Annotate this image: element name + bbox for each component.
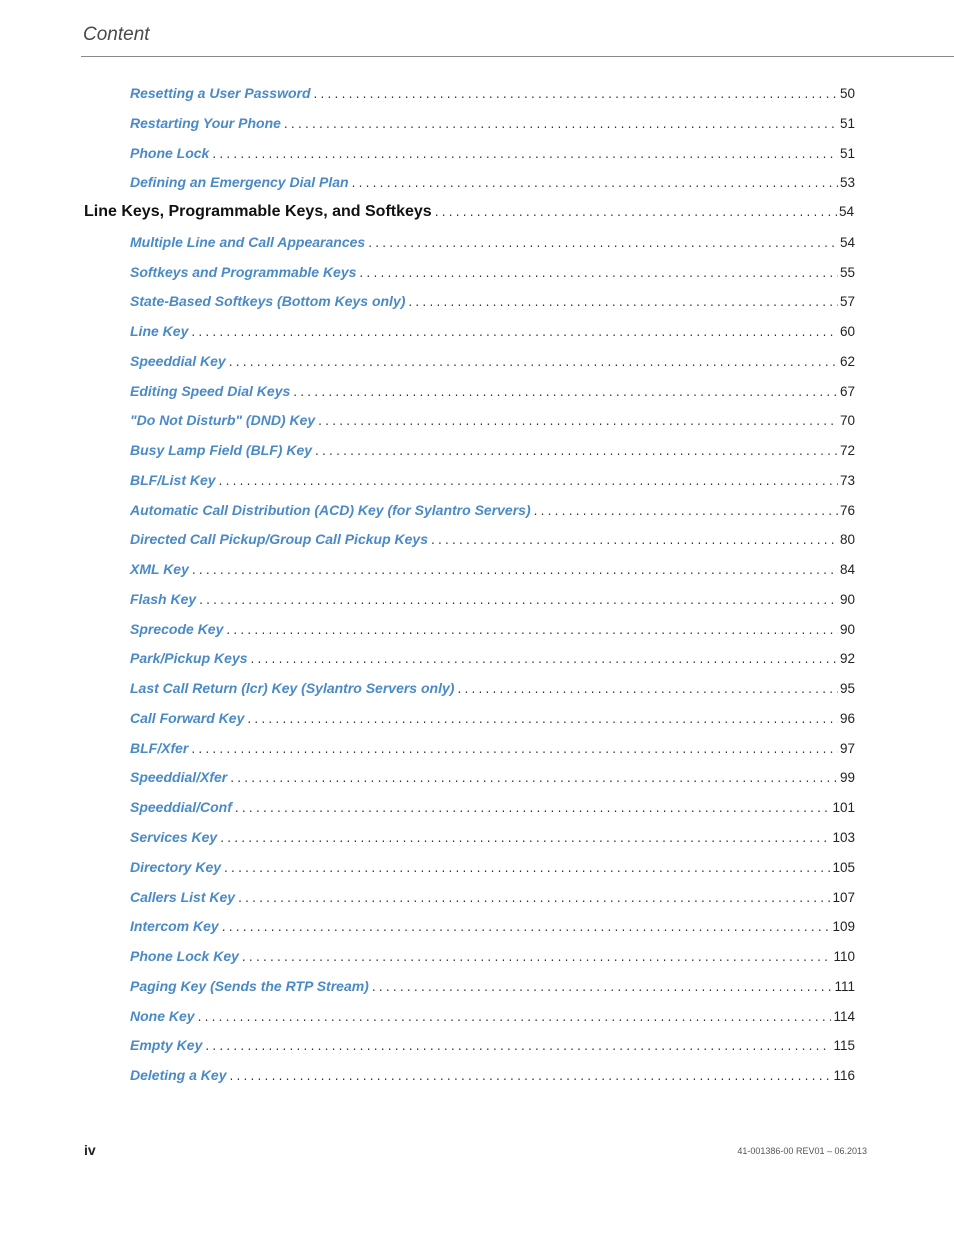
toc-entry[interactable] — [130, 618, 855, 640]
toc-entry[interactable] — [130, 290, 855, 312]
toc-entry-title[interactable]: State-Based Softkeys (Bottom Keys only) — [130, 293, 406, 310]
toc-entry-title[interactable]: Empty Key — [130, 1037, 203, 1054]
toc-entry[interactable] — [130, 1034, 855, 1056]
toc-entry[interactable] — [130, 796, 855, 818]
toc-entry-title[interactable]: Call Forward Key — [130, 709, 245, 726]
toc-dot-leader — [352, 172, 838, 194]
page-header-title: Content — [83, 24, 150, 45]
toc-entry-title[interactable]: Softkeys and Programmable Keys — [130, 263, 357, 280]
toc-entry[interactable] — [130, 320, 855, 342]
toc-page-number: 55 — [839, 264, 855, 280]
toc-page-number: 116 — [833, 1068, 855, 1084]
toc-entry-title[interactable]: Speeddial Key — [130, 352, 226, 369]
toc-entry[interactable] — [130, 558, 855, 580]
toc-dot-leader — [534, 500, 838, 522]
toc-entry-title[interactable]: Busy Lamp Field (BLF) Key — [130, 442, 313, 459]
toc-dot-leader — [205, 1035, 831, 1057]
toc-page-number: 101 — [832, 800, 855, 816]
toc-entry-title[interactable]: Intercom Key — [130, 918, 219, 935]
toc-dot-leader — [314, 83, 838, 105]
toc-entry-title[interactable]: Directed Call Pickup/Group Call Pickup Keys — [130, 531, 428, 548]
toc-page-number: 110 — [833, 949, 855, 965]
toc-page-number: 50 — [839, 86, 855, 101]
toc-entry[interactable] — [130, 112, 855, 134]
toc-page-number: 57 — [839, 294, 855, 310]
toc-dot-leader — [230, 767, 838, 789]
toc-entry-title[interactable]: None Key — [130, 1007, 195, 1024]
toc-dot-leader — [212, 143, 838, 165]
toc-entry-title[interactable]: Speeddial/Conf — [130, 799, 232, 816]
toc-page-number: 54 — [839, 234, 855, 250]
toc-page-number: 60 — [839, 324, 855, 340]
toc-entry-title[interactable]: Sprecode Key — [130, 620, 224, 637]
toc-dot-leader — [229, 1065, 831, 1087]
toc-page-number: 95 — [839, 681, 855, 697]
toc-entry-title[interactable]: BLF/Xfer — [130, 739, 189, 756]
toc-dot-leader — [284, 113, 838, 135]
toc-dot-leader — [219, 470, 838, 492]
toc-entry-title[interactable]: Editing Speed Dial Keys — [130, 382, 291, 399]
toc-entry-title[interactable]: Line Key — [130, 323, 189, 340]
toc-page-number: 96 — [839, 710, 855, 726]
toc-entry[interactable] — [130, 409, 855, 431]
toc-entry[interactable] — [130, 737, 855, 759]
toc-entry-title[interactable]: Restarting Your Phone — [130, 114, 281, 131]
toc-page-number: 107 — [832, 889, 855, 905]
toc-entry-title[interactable]: Defining an Emergency Dial Plan — [130, 174, 349, 191]
toc-page-number: 114 — [833, 1008, 855, 1024]
toc-entry[interactable] — [130, 528, 855, 550]
toc-dot-leader — [222, 916, 831, 938]
toc-page-number: 84 — [839, 562, 855, 578]
toc-entry-title[interactable]: "Do Not Disturb" (DND) Key — [130, 412, 316, 429]
toc-entry[interactable] — [130, 261, 855, 283]
toc-entry-title[interactable]: Directory Key — [130, 858, 222, 875]
toc-entry[interactable] — [130, 1005, 855, 1027]
toc-page-number: 99 — [839, 770, 855, 786]
toc-page-number: 90 — [839, 621, 855, 637]
toc-entry-title[interactable]: Phone Lock — [130, 144, 210, 161]
toc-dot-leader — [318, 410, 838, 432]
toc-page-number: 115 — [833, 1038, 855, 1054]
toc-entry-title[interactable]: Park/Pickup Keys — [130, 650, 248, 667]
toc-entry[interactable] — [130, 975, 855, 997]
toc-dot-leader — [293, 381, 838, 403]
toc-page-number: 53 — [839, 175, 855, 191]
toc-entry[interactable] — [130, 677, 855, 699]
toc-page-number: 54 — [838, 204, 854, 220]
toc-page-number: 103 — [832, 830, 855, 845]
toc-entry-title[interactable]: Callers List Key — [130, 888, 236, 905]
toc-entry-title[interactable]: Services Key — [130, 829, 218, 845]
toc-entry-title[interactable]: XML Key — [130, 561, 189, 578]
toc-entry-title[interactable]: BLF/List Key — [130, 471, 216, 488]
toc-entry[interactable] — [130, 82, 855, 104]
toc-entry[interactable] — [130, 588, 855, 610]
toc-dot-leader — [368, 232, 838, 254]
toc-dot-leader — [315, 440, 838, 462]
toc-entry[interactable] — [130, 231, 855, 253]
toc-entry[interactable] — [130, 439, 855, 461]
document-id: 41-001386-00 REV01 – 06.2013 — [737, 1146, 867, 1156]
toc-dot-leader — [235, 797, 831, 819]
toc-dot-leader — [220, 827, 830, 849]
toc-entry[interactable] — [130, 142, 855, 164]
toc-dot-leader — [199, 589, 838, 611]
toc-entry[interactable] — [130, 886, 855, 908]
toc-page-number: 62 — [839, 353, 855, 369]
toc-entry[interactable] — [130, 499, 855, 521]
toc-dot-leader — [435, 201, 837, 223]
toc-entry[interactable] — [130, 707, 855, 729]
toc-dot-leader — [191, 321, 838, 343]
toc-entry[interactable] — [130, 766, 855, 788]
toc-entry[interactable] — [130, 826, 855, 848]
toc-page-number: 111 — [834, 978, 855, 994]
toc-page-number: 73 — [839, 472, 855, 488]
toc-dot-leader — [372, 976, 833, 998]
toc-entry[interactable] — [130, 945, 855, 967]
toc-page-number: 92 — [839, 651, 855, 667]
toc-dot-leader — [247, 708, 838, 730]
toc-entry[interactable] — [130, 171, 855, 193]
toc-dot-leader — [226, 619, 838, 641]
toc-page-number: 97 — [839, 740, 855, 756]
toc-entry[interactable] — [130, 1064, 855, 1086]
toc-dot-leader — [192, 559, 838, 581]
toc-dot-leader — [359, 262, 838, 284]
toc-page-number: 90 — [839, 591, 855, 607]
toc-entry[interactable] — [130, 915, 855, 937]
toc-entry-title[interactable]: Deleting a Key — [130, 1067, 227, 1084]
toc-dot-leader — [242, 946, 832, 968]
toc-entry-title[interactable]: Automatic Call Distribution (ACD) Key (for Sylantro Servers) — [130, 501, 531, 518]
toc-page-number: 76 — [839, 502, 855, 518]
toc-dot-leader — [251, 648, 838, 670]
toc-entry-title[interactable]: Multiple Line and Call Appearances — [130, 233, 366, 250]
header-divider — [81, 56, 954, 57]
toc-page-number: 72 — [839, 443, 855, 459]
toc-dot-leader — [191, 738, 838, 760]
toc-entry-title[interactable]: Speeddial/Xfer — [130, 769, 228, 786]
toc-entry[interactable] — [130, 350, 855, 372]
toc-entry-title[interactable]: Resetting a User Password — [130, 85, 311, 101]
toc-entry[interactable] — [130, 856, 855, 878]
toc-dot-leader — [408, 291, 838, 313]
toc-page-number: 51 — [839, 145, 855, 161]
toc-page-number: 67 — [839, 383, 855, 399]
toc-page-number: 70 — [839, 413, 855, 429]
toc-entry-title[interactable]: Paging Key (Sends the RTP Stream) — [130, 977, 369, 994]
toc-entry-title[interactable]: Flash Key — [130, 590, 197, 607]
toc-entry[interactable] — [130, 647, 855, 669]
toc-dot-leader — [198, 1006, 832, 1028]
toc-page-number: 105 — [832, 859, 855, 875]
toc-dot-leader — [238, 887, 830, 909]
toc-section-entry[interactable] — [84, 201, 854, 223]
toc-dot-leader — [457, 678, 838, 700]
toc-page-number: 51 — [839, 115, 855, 131]
toc-page-number: 80 — [839, 532, 855, 548]
toc-entry[interactable] — [130, 380, 855, 402]
toc-entry-title[interactable]: Line Keys, Programmable Keys, and Softkeys — [84, 203, 432, 221]
toc-entry[interactable] — [130, 469, 855, 491]
toc-page-number: 109 — [832, 919, 855, 935]
toc-entry-title[interactable]: Last Call Return (lcr) Key (Sylantro Servers only) — [130, 680, 455, 697]
toc-dot-leader — [224, 857, 830, 879]
toc-dot-leader — [431, 529, 838, 551]
toc-entry-title[interactable]: Phone Lock Key — [130, 948, 239, 965]
toc-dot-leader — [229, 351, 838, 373]
page-number-label: iv — [84, 1142, 96, 1158]
